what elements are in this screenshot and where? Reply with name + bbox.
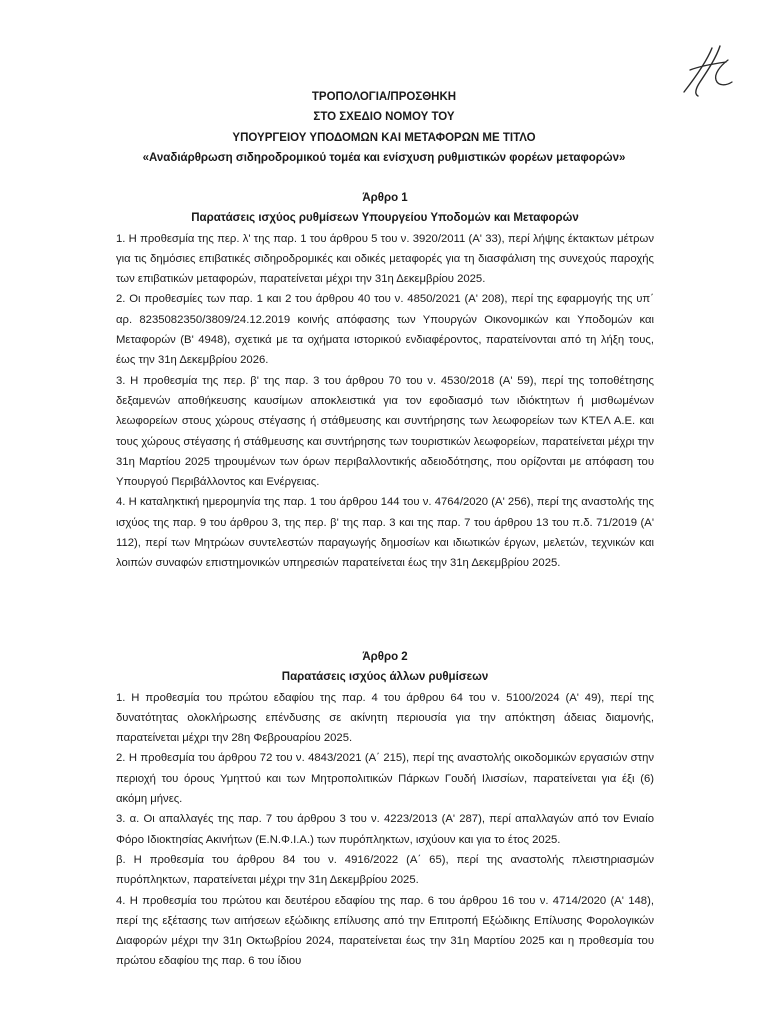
article-paragraph: 2. Οι προθεσμίες των παρ. 1 και 2 του άρθρου 40 του ν. 4850/2021 (Α' 208), περί της εφαρμογής της υπ΄ αρ. 8235082350/3809/24.12.2019 κοινής απόφασης των Υπουργών Οικονομικών και Υποδομών και Μεταφορών (Β' 4948), σχετικά με τα οχήματα ιστορικού ενδιαφέροντος, παρατείνονται από τη λήξη τους, έως την 31η Δεκεμβρίου 2026. (116, 293, 654, 367)
header-subtitle: ΣΤΟ ΣΧΕΔΙΟ ΝΟΜΟΥ ΤΟΥ (313, 111, 455, 124)
article-paragraph: 2. Η προθεσμία του άρθρου 72 του ν. 4843/2021 (Α΄ 215), περί της αναστολής οικοδομικών εργασιών στην περιοχή του όρους Υμηττού και των Μητροπολιτικών Πάρκων Γουδή Ιλισσίων, παρατείνεται για έξι (6) ακόμη μήνες. (116, 752, 654, 806)
signature-mark (672, 40, 736, 104)
article-paragraph: 1. Η προθεσμία της περ. λ' της παρ. 1 του άρθρου 5 του ν. 3920/2011 (Α' 33), περί λήψης έκτακτων μέτρων για τις δημόσιες επιβατικές σιδηροδρομικές και οδικές μεταφορές για τη διασφάλιση της συνεχούς παροχής των επιβατικών μεταφορών, παρατείνεται μέχρι την 31η Δεκεμβρίου 2025. (116, 232, 654, 286)
article-1 (116, 188, 654, 574)
article-paragraph: 1. Η προθεσμία του πρώτου εδαφίου της παρ. 4 του άρθρου 64 του ν. 5100/2024 (Α' 49), περί της δυνατότητας ολοκλήρωσης επένδυσης σε ακίνητη περιουσία για την απόκτηση άδειας διαμονής, παρατείνεται μέχρι την 28η Φεβρουαρίου 2025. (116, 691, 654, 745)
article-title: Παρατάσεις ισχύος άλλων ρυθμίσεων (281, 671, 489, 684)
article-title: Παρατάσεις ισχύος ρυθμίσεων Υπουργείου Υποδομών και Μεταφορών (191, 212, 579, 225)
header-ministry: ΥΠΟΥΡΓΕΙΟΥ ΥΠΟΔΟΜΩΝ ΚΑΙ ΜΕΤΑΦΟΡΩΝ ΜΕ ΤΙΤΛΟ (232, 131, 536, 144)
header-title: ΤΡΟΠΟΛΟΓΙΑ/ΠΡΟΣΘΗΚΗ (311, 91, 457, 103)
header-bill-title: «Αναδιάρθρωση σιδηροδρομικού τομέα και ενίσχυση ρυθμιστικών φορέων μεταφορών» (142, 151, 626, 164)
document-header (100, 87, 668, 168)
article-2 (116, 647, 654, 972)
article-number: Άρθρο 1 (362, 192, 408, 204)
article-paragraph: β. Η προθεσμία του άρθρου 84 του ν. 4916/2022 (Α΄ 65), περί της αναστολής πλειστηριασμών πυρόπληκτων, παρατείνεται μέχρι την 31η Δεκεμβρίου 2025. (116, 853, 654, 887)
article-paragraph: 4. Η προθεσμία του πρώτου και δευτέρου εδαφίου της παρ. 6 του άρθρου 16 του ν. 4714/2020 (Α' 148), περί της εξέτασης των αιτήσεων εξώδικης επίλυσης από την Επιτροπή Εξώδικης Επίλυσης Φορολογικών Διαφορών μέχρι την 31η Οκτωβρίου 2024, παρατείνεται έως την 31η Μαρτίου 2025 και η προθεσμία του πρώτου εδαφίου της παρ. 6 του ίδιου (116, 894, 654, 968)
article-number: Άρθρο 2 (362, 651, 408, 663)
article-paragraph: 3. α. Οι απαλλαγές της παρ. 7 του άρθρου 3 του ν. 4223/2013 (Α' 287), περί απαλλαγών από τον Ενιαίο Φόρο Ιδιοκτησίας Ακινήτων (Ε.Ν.Φ.Ι.Α.) των πυρόπληκτων, ισχύουν και για το έτος 2025. (116, 813, 654, 846)
article-paragraph: 4. Η καταληκτική ημερομηνία της παρ. 1 του άρθρου 144 του ν. 4764/2020 (Α' 256), περί της αναστολής της ισχύος της παρ. 9 του άρθρου 3, της περ. β' της παρ. 3 και της παρ. 7 του άρθρου 13 του π.δ. 71/2019 (Α' 112), περί των Μητρώων συντελεστών παραγωγής δημοσίων και ιδιωτικών έργων, μελετών, τεχνικών και λοιπών συναφών επιστημονικών υπηρεσιών παρατείνεται έως την 31η Δεκεμβρίου 2025. (116, 496, 654, 570)
article-paragraph: 3. Η προθεσμία της περ. β' της παρ. 3 του άρθρου 70 του ν. 4530/2018 (Α' 59), περί της τοποθέτησης δεξαμενών αποθήκευσης καυσίμων αποκλειστικά για τον εφοδιασμό των ιδιόκτητων ή μισθωμένων λεωφορείων στους χώρους στέγασης ή στάθμευσης και συντήρησης των λεωφορείων των ΚΤΕΛ Α.Ε. και τους χώρους στέγασης ή στάθμευσης και συντήρησης των τουριστικών λεωφορείων, παρατείνεται μέχρι την 31η Μαρτίου 2025 τηρουμένων των όρων περιβαλλοντικής αδειοδότησης, που ορίζονται με απόφαση του Υπουργού Περιβάλλοντος και Ενέργειας. (116, 374, 654, 489)
